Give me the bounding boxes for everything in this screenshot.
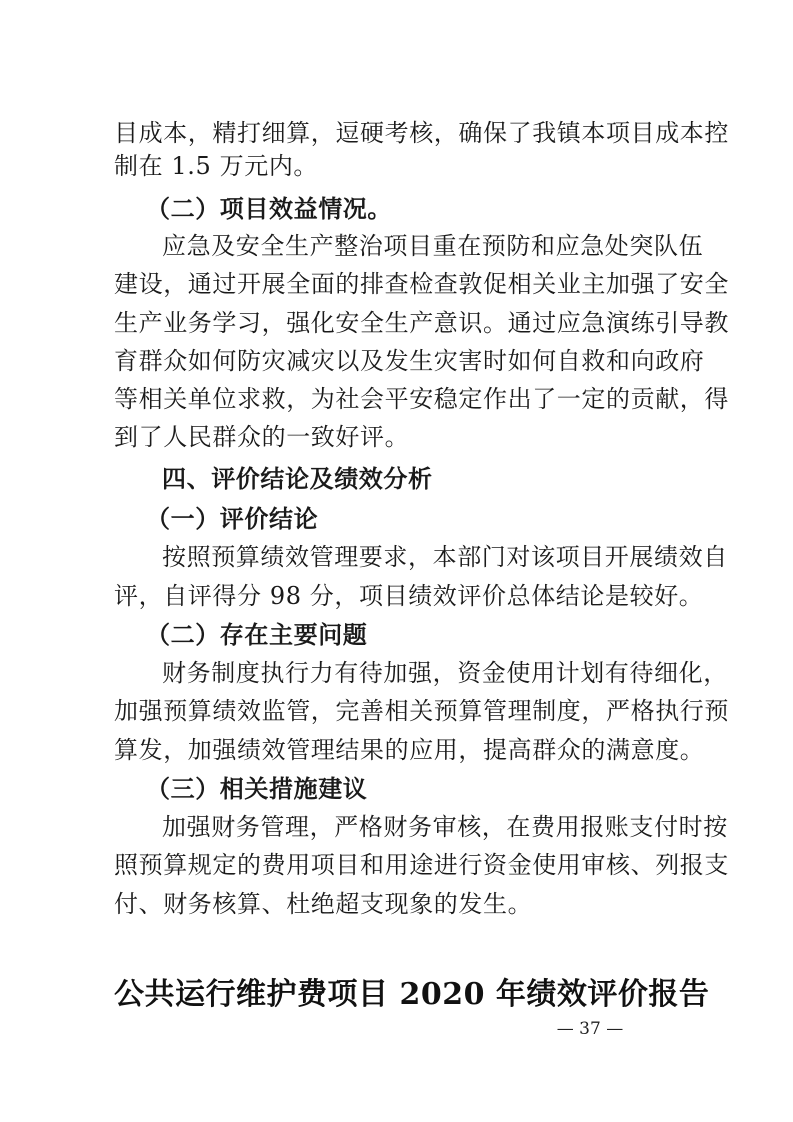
section-title: 公共运行维护费项目 2020 年绩效评价报告	[114, 977, 710, 1012]
section-heading: （三）相关措施建议	[146, 774, 368, 803]
text-line: 等相关单位求救，为社会平安稳定作出了一定的贡献，得	[114, 385, 729, 413]
text-line: 财务制度执行力有待加强，资金使用计划有待细化，	[162, 659, 728, 687]
text-line: 制在 1.5 万元内。	[114, 152, 319, 180]
section-heading: （一）评价结论	[146, 504, 319, 533]
section-heading: 四、评价结论及绩效分析	[162, 464, 433, 493]
section-heading: （二）项目效益情况。	[146, 194, 392, 223]
text-line: 育群众如何防灾减灾以及发生灾害时如何自救和向政府	[114, 347, 705, 375]
text-line: 到了人民群众的一致好评。	[114, 423, 410, 451]
text-line: 生产业务学习，强化安全生产意识。通过应急演练引导教	[114, 309, 729, 337]
text-line: 建设，通过开展全面的排查检查敦促相关业主加强了安全	[114, 270, 729, 298]
text-line: 按照预算绩效管理要求，本部门对该项目开展绩效自	[162, 543, 728, 571]
text-line: 应急及安全生产整治项目重在预防和应急处突队伍	[162, 232, 704, 260]
text-line: 加强财务管理，严格财务审核，在费用报账支付时按	[162, 813, 728, 841]
text-line: 评，自评得分 98 分，项目绩效评价总体结论是较好。	[114, 582, 704, 610]
text-line: 算发，加强绩效管理结果的应用，提高群众的满意度。	[114, 736, 705, 764]
text-line: 加强预算绩效监管，完善相关预算管理制度，严格执行预	[114, 697, 729, 725]
page-number: — 37 —	[556, 1019, 624, 1039]
section-heading: （二）存在主要问题	[146, 620, 368, 649]
text-line: 目成本，精打细算，逗硬考核，确保了我镇本项目成本控	[114, 119, 729, 147]
text-line: 付、财务核算、杜绝超支现象的发生。	[114, 890, 533, 918]
text-line: 照预算规定的费用项目和用途进行资金使用审核、列报支	[114, 851, 729, 879]
